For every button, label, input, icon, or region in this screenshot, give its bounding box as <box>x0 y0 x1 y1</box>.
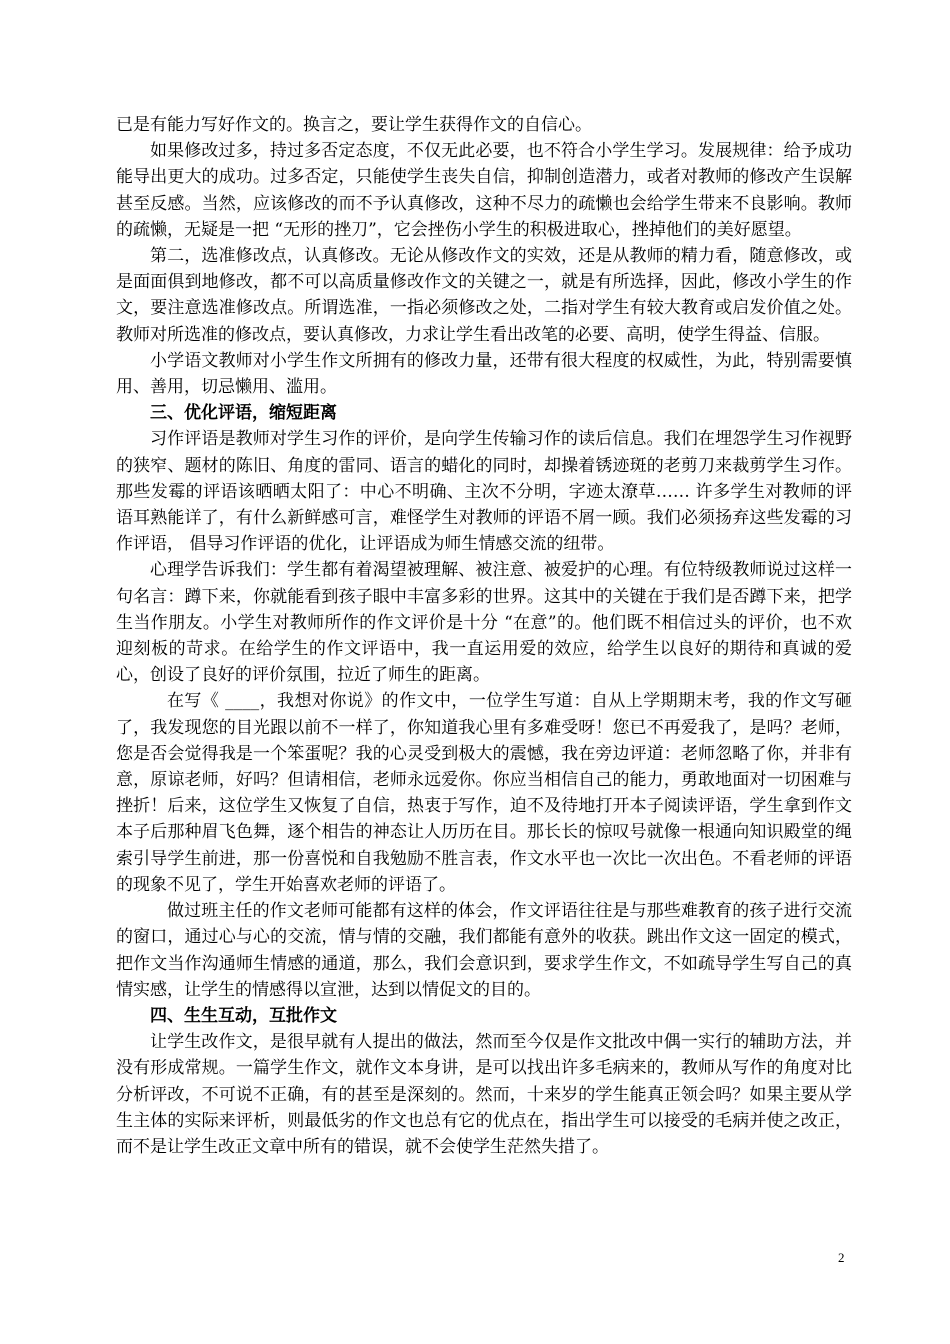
section-heading-3: 三、优化评语，缩短距离 <box>150 403 337 424</box>
paragraph-student-example: 在写《 ____，我想对你说》的作文中，一位学生写道：自从上学期期末考，我的作文写砸了，我发现您的目光跟以前不一样了，你知道我心里有多难受呀！您已不再爱我了，是吗？老师，您是否会觉得我是一个笨蛋呢？我的心灵受到极大的震憾，我在旁边评道：老师忽略了你，并非有意，原谅老师，好吗？但请相信，老师永远爱你。你应当相信自己的能力，勇敢地面对一切困难与挫折！后来，这位学生又恢复了自信，热衷于写作，迫不及待地打开本子阅读评语，学生拿到作文本子后那种眉飞色舞，逐个相告的神态让人历历在目。那长长的惊叹号就像一根通向知识殿堂的绳索引导学生前进，那一份喜悦和自我勉励不胜言表，作文水平也一次比一次出色。不看老师的评语的现象不见了，学生开始喜欢老师的评语了。 <box>116 691 852 895</box>
paragraph-comments: 习作评语是教师对学生习作的评价，是向学生传输习作的读后信息。我们在埋怨学生习作视野的狭窄、题材的陈旧、角度的雷同、语言的蜡化的同时，却操着锈迹斑的老剪刀来裁剪学生习作。那些发霉的评语该晒晒太阳了：中心不明确、主次不分明，字迹太潦草…… 许多学生对教师的评语耳熟能详了，有什么新鲜感可言，难怪学生对教师的评语不屑一顾。我们必须扬弃这些发霉的习作评语， 倡导习作评语的优化，让评语成为师生情感交流的纽带。 <box>116 429 852 555</box>
paragraph-class-teacher: 做过班主任的作文老师可能都有这样的体会，作文评语往往是与那些难教育的孩子进行交流的窗口，通过心与心的交流，情与情的交融，我们都能有意外的收获。跳出作文这一固定的模式，把作文当作沟通师生情感的通道，那么，我们会意识到，要求学生作文，不如疏导学生写自己的真情实感，让学生的情感得以宣泄，达到以情促文的目的。 <box>116 901 852 1000</box>
paragraph-revision-excess: 如果修改过多，持过多否定态度，不仅无此必要，也不符合小学生学习。发展规律：给予成功能导出更大的成功。过多否定，只能使学生丧失自信，抑制创造潜力，或者对教师的修改产生误解甚至反感。当然，应该修改的而不予认真修改，这种不尽力的疏懒也会给学生带来不良影响。教师的疏懒，无疑是一把 “无形的挫刀”，它会挫伤小学生的积极进取心，挫掉他们的美好愿望。 <box>116 141 852 240</box>
document-body <box>116 112 852 1160</box>
paragraph-psychology: 心理学告诉我们：学生都有着渴望被理解、被注意、被爱护的心理。有位特级教师说过这样一句名言：蹲下来，你就能看到孩子眼中丰富多彩的世界。这其中的关键在于我们是否蹲下来，把学生当作朋友。小学生对教师所作的作文评价是十分 “在意”的。他们既不相信过头的评价，也不欢迎刻板的苛求。在给学生的作文评语中，我一直运用爱的效应，给学生以良好的期待和真诚的爱心，创设了良好的评价氛围，拉近了师生的距离。 <box>116 560 852 686</box>
page-number: 2 <box>838 1250 845 1265</box>
paragraph-peer-review: 让学生改作文，是很早就有人提出的做法，然而至今仅是作文批改中偶一实行的辅助方法，并没有形成常规。一篇学生作文，就作文本身讲，是可以找出许多毛病来的，教师从写作的角度对比分析评改，不可说不正确，有的甚至是深刻的。然而，十来岁的学生能真正领会吗？如果主要从学生主体的实际来评析，则最低劣的作文也总有它的优点在，指出学生可以接受的毛病并使之改正，而不是让学生改正文章中所有的错误，就不会使学生茫然失措了。 <box>116 1032 852 1157</box>
paragraph-select-points: 第二，选准修改点，认真修改。无论从修改作文的实效，还是从教师的精力看，随意修改，或是面面俱到地修改，都不可以高质量修改作文的关键之一，就是有所选择，因此，修改小学生的作文，要注意选准修改点。所谓选准，一指必须修改之处，二指对学生有较大教育或启发价值之处。教师对所选准的修改点，要认真修改，力求让学生看出改笔的必要、高明，使学生得益、信服。 <box>116 246 852 345</box>
paragraph-continuation: 已是有能力写好作文的。换言之，要让学生获得作文的自信心。 <box>116 115 592 135</box>
section-heading-4: 四、生生互动，互批作文 <box>150 1005 337 1026</box>
paragraph-authority: 小学语文教师对小学生作文所拥有的修改力量，还带有很大程度的权威性，为此，特别需要慎用、善用，切忌懒用、滥用。 <box>116 350 852 398</box>
